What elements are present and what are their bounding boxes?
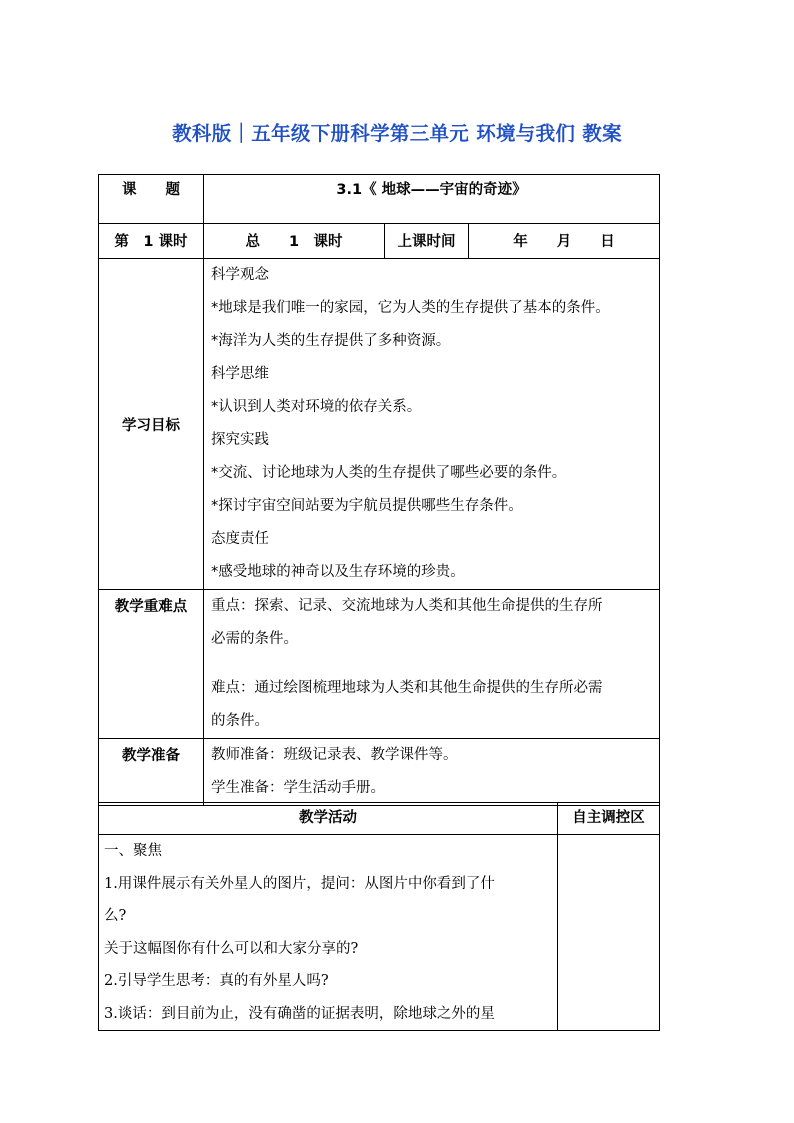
activity-line: 1.用课件展示有关外星人的图片，提问：从图片中你看到了什: [104, 875, 495, 892]
total-lessons: 总 1 课时: [204, 224, 385, 259]
activity-line: 么?: [104, 908, 127, 924]
goal-line: *感受地球的神奇以及生存环境的珍贵。: [211, 564, 465, 580]
goals-content: [204, 259, 660, 590]
key-points-row: [99, 590, 660, 739]
self-adjust-header: 自主调控区: [558, 803, 660, 835]
difficulty-line: 难点：通过绘图梳理地球为人类和其他生命提供的生存所必需: [211, 680, 603, 696]
preparation-row: [99, 739, 660, 806]
class-time-label: 上课时间: [385, 224, 469, 259]
activity-line: 2.引导学生思考：真的有外星人吗?: [104, 973, 329, 989]
topic-value: 3.1《 地球——宇宙的奇迹》: [204, 175, 660, 224]
lesson-number: 第 1 课时: [99, 224, 204, 259]
activities-table: [98, 802, 660, 1031]
class-date: 年 月 日: [469, 224, 660, 259]
activity-line: 3.谈话：到目前为止，没有确凿的证据表明，除地球之外的星: [104, 1005, 495, 1022]
preparation-label: 教学准备: [99, 739, 204, 806]
activity-line: 关于这幅图你有什么可以和大家分享的?: [104, 940, 359, 957]
self-adjust-area: [558, 835, 660, 1031]
student-preparation: 学生准备：学生活动手册。: [211, 780, 385, 796]
activity-line: 一、聚焦: [104, 843, 162, 859]
goal-line: *海洋为人类的生存提供了多种资源。: [211, 333, 451, 349]
goals-label: 学习目标: [99, 259, 204, 590]
topic-row: [99, 175, 660, 224]
preparation-content: [204, 739, 660, 806]
goal-line: *探讨宇宙空间站要为宇航员提供哪些生存条件。: [211, 498, 523, 514]
schedule-row: [99, 224, 660, 259]
key-points-label: 教学重难点: [99, 590, 204, 739]
page-title: 教科版｜五年级下册科学第三单元 环境与我们 教案: [172, 122, 622, 145]
goal-line: *地球是我们唯一的家园，它为人类的生存提供了基本的条件。: [211, 300, 610, 316]
goal-line: 态度责任: [211, 531, 269, 547]
goal-line: 科学观念: [211, 267, 269, 283]
goal-line: 科学思维: [211, 366, 269, 382]
focus-line: 重点：探索、记录、交流地球为人类和其他生命提供的生存所: [211, 598, 603, 614]
goal-line: *交流、讨论地球为人类的生存提供了哪些必要的条件。: [211, 465, 567, 481]
goal-line: *认识到人类对环境的依存关系。: [211, 399, 422, 415]
goal-line: 探究实践: [211, 432, 269, 448]
topic-label: 课 题: [99, 175, 204, 224]
key-points-content: [204, 590, 660, 739]
goals-row: [99, 259, 660, 590]
difficulty-line: 的条件。: [211, 713, 269, 729]
activities-header: 教学活动: [99, 803, 558, 835]
teacher-preparation: 教师准备：班级记录表、教学课件等。: [211, 747, 458, 763]
activities-header-row: [99, 803, 660, 835]
focus-line: 必需的条件。: [211, 631, 298, 647]
activities-body-row: [99, 835, 660, 1031]
activities-content: [99, 835, 558, 1031]
lesson-plan-table: [98, 174, 660, 806]
